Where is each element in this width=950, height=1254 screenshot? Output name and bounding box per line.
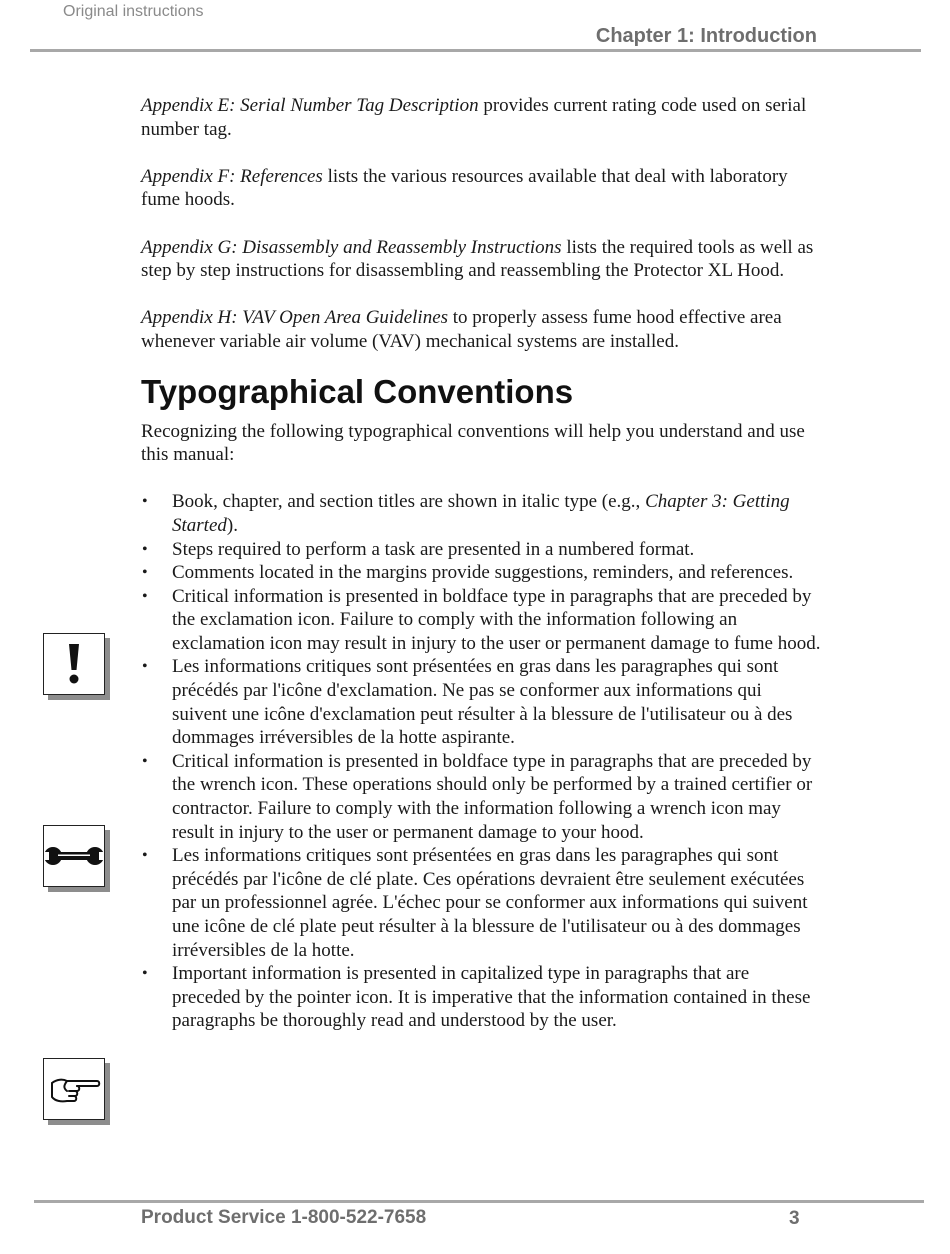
page-content (141, 94, 821, 1033)
appendix-g-text: lists the required tools as well as step by step instructions for disassembling and reassembling the Protector XL Hood. (141, 236, 814, 282)
section-intro: Recognizing the following typographical conventions will help you understand and use this manual: (141, 420, 805, 466)
exclamation-icon (43, 633, 105, 695)
bullet-5-text: Les informations critiques sont présentées en gras dans les paragraphes qui sont précédés par l'icône d'exclamation. Ne pas se conformer aux informations qui suivent une icône d'exclamation peut résulter à la blessure de l'utilisateur ou à des dommages irréversibles de la hotte aspirante. (172, 656, 793, 749)
bullet-1-end: ). (226, 514, 238, 536)
bullet-1-italic: Chapter 3: Getting Started (172, 491, 790, 536)
header-rule (30, 49, 921, 52)
bullet-6-text: Critical information is presented in boldface type in paragraphs that are preceded by the wrench icon. These operations should only be performed by a trained certifier or contractor. Failure to comply with the information following a wrench icon may result in injury to the user or permanent damage to your hood. (172, 750, 813, 843)
list-item: • Book, chapter, and section titles are shown in italic type (e.g., Chapter 3: Getting Started). (142, 491, 790, 536)
product-service-phone: Product Service 1-800-522-7658 (141, 1207, 427, 1228)
bullet-2-text: Steps required to perform a task are presented in a numbered format. (172, 538, 695, 560)
chapter-title: Chapter 1: Introduction (595, 25, 817, 47)
appendix-e-title: Appendix E: Serial Number Tag Description (141, 95, 479, 116)
appendix-e-text: provides current rating code used on serial number tag. (141, 95, 807, 140)
appendix-g (141, 236, 821, 283)
section-heading: Typographical Conventions (141, 372, 574, 410)
appendix-h-title: Appendix H: VAV Open Area Guidelines (141, 307, 449, 329)
appendix-e (141, 94, 821, 141)
original-instructions-note: Original instructions (63, 3, 204, 20)
list-item: • Critical information is presented in boldface type in paragraphs that are preceded by the wrench icon. These operations should only be performed by a trained certifier or contractor. Failure to comply with the information following a wrench icon may result in injury to the user or permanent damage to your hood. (142, 750, 813, 843)
list-item: • Comments located in the margins provide suggestions, reminders, and references. (142, 562, 794, 584)
list-item: • Les informations critiques sont présentées en gras dans les paragraphes qui sont précédés par l'icône d'exclamation. Ne pas se conformer aux informations qui suivent une icône d'exclamation peut résulter à la blessure de l'utilisateur ou à des dommages irréversibles de la hotte aspirante. (142, 656, 793, 749)
conventions-list (141, 490, 821, 1033)
list-item: • Les informations critiques sont présentées en gras dans les paragraphes qui sont précédés par l'icône de clé plate. Ces opérations devraient être seulement exécutées par un professionnel agrée. L'échec pour se conformer aux informations qui suivent une icône de clé plate peut résulter à la blessure de l'utilisateur ou à des dommages irréversibles de la hotte. (142, 845, 808, 961)
appendix-h-text: to properly assess fume hood effective area whenever variable air volume (VAV) mechanical systems are installed. (141, 307, 782, 352)
bullet-1-text: Book, chapter, and section titles are shown in italic type (e.g., (172, 491, 646, 513)
bullet-4-text: Critical information is presented in boldface type in paragraphs that are preceded by the exclamation icon. Failure to comply with the information following an exclamation icon may result in injury to the user or permanent damage to fume hood. (172, 585, 821, 654)
footer-rule (34, 1200, 924, 1203)
appendix-h (141, 306, 821, 353)
wrench-icon (43, 825, 105, 887)
appendix-g-title: Appendix G: Disassembly and Reassembly Instructions (141, 236, 562, 258)
appendix-f-text: lists the various resources available that deal with laboratory fume hoods. (141, 165, 788, 211)
appendix-f-title: Appendix F: References (141, 165, 323, 187)
list-item: • Critical information is presented in boldface type in paragraphs that are preceded by the exclamation icon. Failure to comply with the information following an exclamation icon may result in injury to the user or permanent damage to fume hood. (142, 585, 821, 654)
appendix-f (141, 165, 821, 212)
list-item: • Steps required to perform a task are presented in a numbered format. (142, 538, 695, 560)
bullet-8-text: Important information is presented in capitalized type in paragraphs that are preceded by the pointer icon. It is imperative that the information contained in these paragraphs be thoroughly read and understood by the user. (172, 963, 811, 1032)
page-number: 3 (789, 1208, 800, 1229)
bullet-7-text: Les informations critiques sont présentées en gras dans les paragraphes qui sont précédés par l'icône de clé plate. Ces opérations devraient être seulement exécutées par un professionnel agrée. L'échec pour se conformer aux informations qui suivent une icône de clé plate peut résulter à la blessure de l'utilisateur ou à des dommages irréversibles de la hotte. (172, 845, 808, 961)
bullet-3-text: Comments located in the margins provide suggestions, reminders, and references. (172, 562, 794, 584)
list-item: • Important information is presented in capitalized type in paragraphs that are preceded by the pointer icon. It is imperative that the information contained in these paragraphs be thoroughly read and understood by the user. (142, 963, 811, 1032)
pointer-hand-icon (43, 1058, 105, 1120)
